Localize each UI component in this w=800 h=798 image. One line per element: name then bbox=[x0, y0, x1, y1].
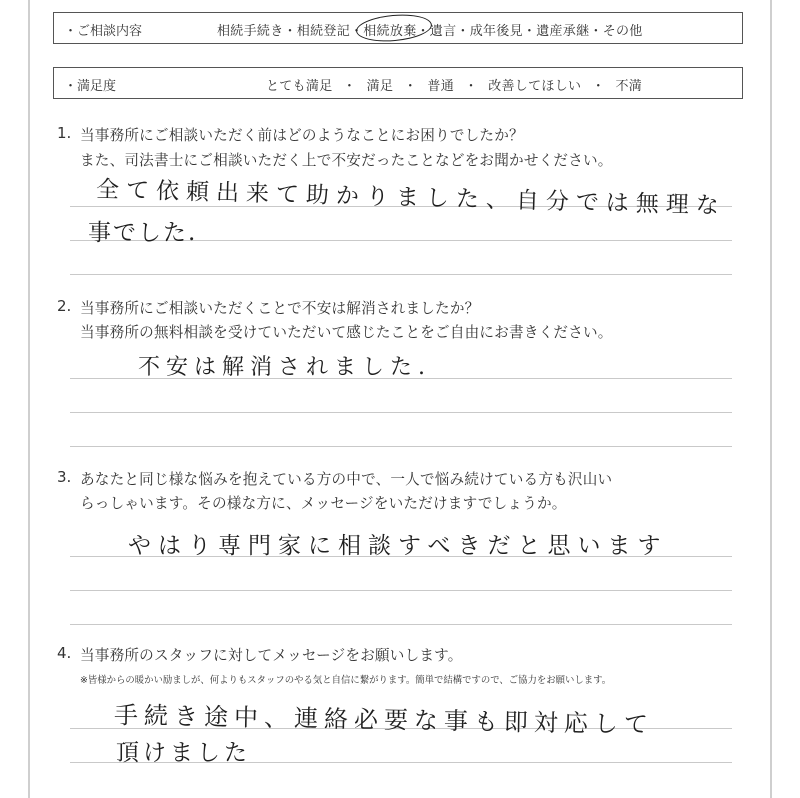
answer-rule bbox=[70, 412, 732, 413]
satisfaction-label: ・満足度 bbox=[64, 79, 117, 94]
question-1-line-1: 当事務所にご相談いただく前はどのようなことにお困りでしたか？ bbox=[80, 127, 524, 144]
question-3-line-1: あなたと同じ様な悩みを抱えている方の中で、一人で悩み続けている方も沢山い bbox=[80, 471, 613, 488]
satisfaction-box bbox=[53, 67, 743, 99]
answer-4-handwriting-line-1: 手続き途中、連絡必要な事も即対応して bbox=[113, 701, 655, 739]
question-2-line-1: 当事務所にご相談いただくことで不安は解消されましたか？ bbox=[80, 300, 480, 317]
question-3-number: 3. bbox=[57, 468, 72, 486]
answer-3-handwriting: やはり専門家に相談すべきだと思います bbox=[128, 533, 668, 559]
consult-content-options: 相続手続き・相続登記・相続放棄・遺言・成年後見・遺産承継・その他 bbox=[217, 24, 643, 39]
question-2-number: 2. bbox=[57, 297, 72, 315]
answer-1-handwriting-line-2: 事でした. bbox=[88, 220, 198, 246]
answer-rule bbox=[70, 624, 732, 625]
answer-2-handwriting: 不安は解消されました. bbox=[138, 355, 431, 380]
question-3-line-2: らっしゃいます。その様な方に、メッセージをいただけますでしょうか。 bbox=[80, 495, 567, 512]
answer-1-handwriting-line-1: 全て依頼出来て助かりました、自分では無理な bbox=[95, 176, 727, 220]
question-4-number: 4. bbox=[57, 644, 72, 662]
question-1-number: 1. bbox=[57, 124, 72, 142]
question-4-line-1: 当事務所のスタッフに対してメッセージをお願いします。 bbox=[80, 647, 463, 664]
question-4-note: ※皆様からの暖かい励ましが、何よりもスタッフのやる気と自信に繋がります。簡単で結構ですので、ご協力をお願いします。 bbox=[80, 675, 612, 686]
satisfaction-options: とても満足 ・ 満足 ・ 普通 ・ 改善してほしい ・ 不満 bbox=[266, 79, 643, 94]
question-1-line-2: また、司法書士にご相談いただく上で不安だったことなどをお聞かせください。 bbox=[80, 152, 613, 169]
question-2-line-2: 当事務所の無料相談を受けていただいて感じたことをご自由にお書きください。 bbox=[80, 324, 613, 341]
answer-4-handwriting-line-2: 頂けました bbox=[116, 740, 251, 766]
answer-rule bbox=[70, 590, 732, 591]
right-edge-line bbox=[770, 0, 772, 798]
consult-content-box bbox=[53, 12, 743, 44]
consult-content-label: ・ご相談内容 bbox=[64, 24, 143, 39]
left-edge-line bbox=[28, 0, 30, 798]
answer-rule bbox=[70, 446, 732, 447]
answer-rule bbox=[70, 274, 732, 275]
selected-option-circle bbox=[355, 12, 433, 45]
